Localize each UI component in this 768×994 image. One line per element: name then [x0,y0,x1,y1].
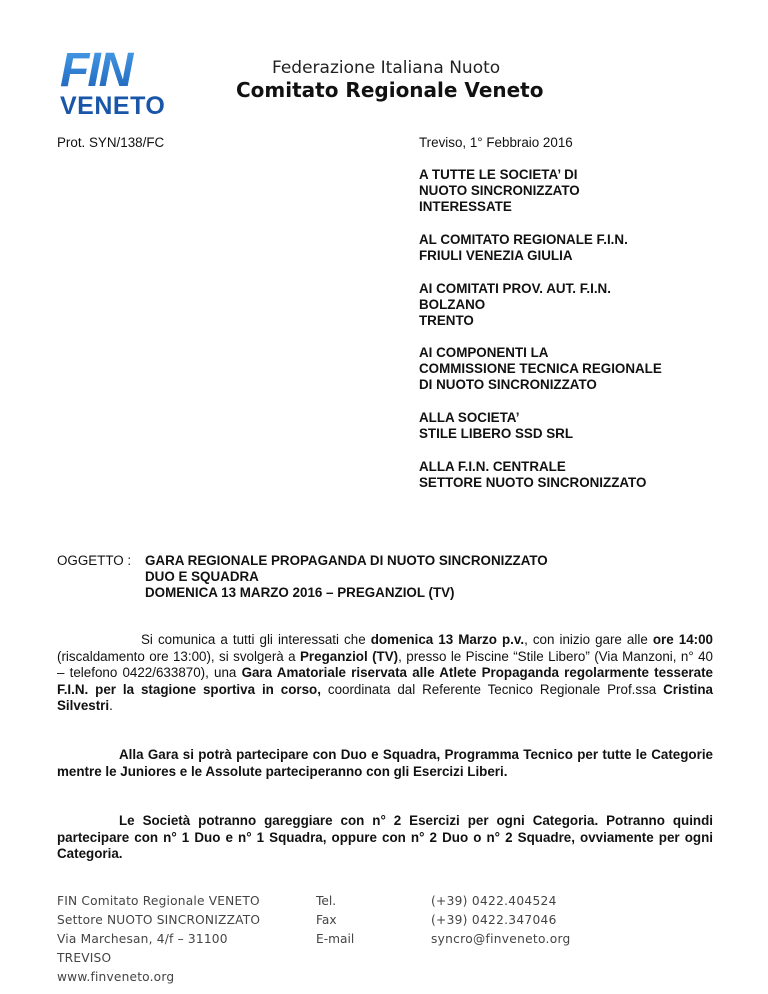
footer-line: FIN Comitato Regionale VENETO [57,894,260,908]
footer-website: www.finveneto.org [57,970,175,984]
subject-label: OGGETTO : [57,553,132,568]
recipient-line: FRIULI VENEZIA GIULIA [419,248,573,263]
recipient-line: ALLA SOCIETA’ [419,410,520,425]
recipient-block [419,281,611,329]
recipient-block [419,410,573,442]
protocol-number: Prot. SYN/138/FC [57,135,165,150]
footer-fax: (+39) 0422.347046 [431,913,557,927]
logo-veneto-text: VENETO [60,92,166,118]
footer-email: syncro@finveneto.org [431,932,571,946]
recipient-line: STILE LIBERO SSD SRL [419,426,574,441]
body-paragraph-3: Le Società potranno gareggiare con n° 2 Esercizi per ogni Categoria. Potranno quindi partecipare con n° 1 Duo e n° 1 Squadra, oppure con n° 2 Duo o n° 2 Squadre, ovviamente per ogni Categoria. [57,813,713,861]
footer-contact-labels [316,892,354,949]
footer-phone: (+39) 0422.404524 [431,894,557,908]
recipient-block [419,345,662,393]
recipient-block [419,459,646,491]
recipient-line: ALLA F.I.N. CENTRALE [419,459,566,474]
organization-committee: Comitato Regionale Veneto [236,78,544,102]
recipient-block [419,167,580,215]
recipient-line: AI COMITATI PROV. AUT. F.I.N. [419,281,611,296]
footer-label-tel: Tel. [316,894,337,908]
document-date: Treviso, 1° Febbraio 2016 [419,135,573,150]
body-paragraph-1: Si comunica a tutti gli interessati che domenica 13 Marzo p.v., con inizio gare alle ore 14:00 (riscaldamento ore 13:00), si svolgerà a Preganziol (TV), presso le Piscine “Stile Libero” (Via Manzoni, n° 40 – telefono 0422/633870), una Gara Amatoriale riservata alle Atlete Propaganda regolarmente tesserate F.I.N. per la stagione sportiva in corso, coordinata dal Referente Tecnico Regionale Prof.ssa Cristina Silvestri. [57,632,713,713]
recipient-block [419,232,628,264]
subject-line-2: DUO E SQUADRA [145,569,259,584]
body-paragraph-2: Alla Gara si potrà partecipare con Duo e Squadra, Programma Tecnico per tutte le Categorie mentre le Juniores e le Assolute parteciperanno con gli Esercizi Liberi. [57,747,713,779]
recipient-line: BOLZANO [419,297,486,312]
footer-line: TREVISO [57,951,112,965]
recipient-line: DI NUOTO SINCRONIZZATO [419,377,597,392]
footer-address [57,892,260,987]
recipient-line: A TUTTE LE SOCIETA’ DI [419,167,578,182]
recipient-line: NUOTO SINCRONIZZATO [419,183,580,198]
recipient-line: SETTORE NUOTO SINCRONIZZATO [419,475,647,490]
recipient-line: TRENTO [419,313,474,328]
recipient-line: AI COMPONENTI LA [419,345,549,360]
footer-label-fax: Fax [316,913,337,927]
fin-veneto-logo [56,44,188,118]
subject-line-1: GARA REGIONALE PROPAGANDA DI NUOTO SINCRONIZZATO [145,553,548,568]
organization-name: Federazione Italiana Nuoto [272,58,501,78]
logo-fin-text: FIN [60,44,132,97]
footer-contact-values [431,892,571,949]
footer-line: Settore NUOTO SINCRONIZZATO [57,913,261,927]
subject-line-3: DOMENICA 13 MARZO 2016 – PREGANZIOL (TV) [145,585,455,600]
recipient-line: INTERESSATE [419,199,512,214]
recipient-line: COMMISSIONE TECNICA REGIONALE [419,361,662,376]
subject-block [57,553,548,601]
recipient-line: AL COMITATO REGIONALE F.I.N. [419,232,628,247]
footer-label-email: E-mail [316,932,355,946]
footer-line: Via Marchesan, 4/f – 31100 [57,932,228,946]
